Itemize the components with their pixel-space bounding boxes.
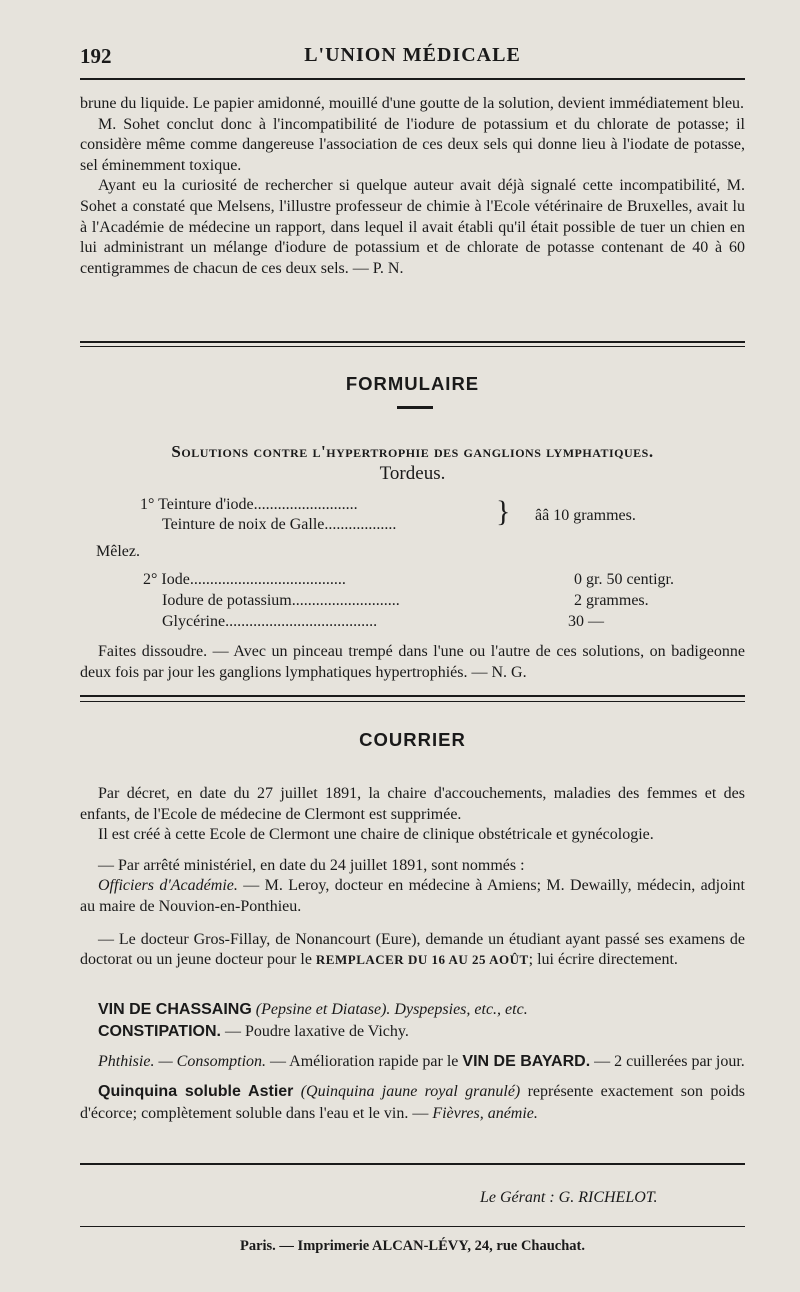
quinquina-paren: (Quinquina jaune royal granulé)	[300, 1083, 521, 1100]
replacement-dates: REMPLACER DU 16 AU 25 AOÛT	[315, 952, 529, 968]
journal-title: L'UNION MÉDICALE	[304, 44, 521, 66]
courrier-paragraph-5	[80, 930, 745, 971]
bottom-rule	[80, 1226, 745, 1227]
formulaire-instructions	[80, 642, 745, 683]
quinquina-end: Fièvres, anémie.	[432, 1105, 538, 1122]
vin-chassaing-desc: (Pepsine et Diatase). Dyspepsies, etc., etc.	[255, 1001, 528, 1018]
formula-2-iode: 2° Iode.......................................	[143, 571, 346, 588]
formulaire-title: FORMULAIRE	[345, 373, 480, 394]
advertisements	[80, 999, 745, 1125]
page-header	[80, 44, 745, 74]
section-rule-top-2	[80, 346, 745, 347]
officiers-text: — M. Leroy, docteur en médecine à Amiens; M. Dewailly, médecin, adjoint au maire de Nouvion-en-Ponthieu.	[80, 877, 746, 915]
intro-text	[80, 94, 745, 279]
ad-phthisie	[80, 1051, 745, 1073]
instructions-text: Faites dissoudre. — Avec un pinceau trempé dans l'une ou l'autre de ces solutions, on badigeonne deux fois par jour les ganglions lymphatiques hypertrophiés. — N. G.	[80, 643, 745, 681]
intro-paragraph-2: M. Sohet conclut donc à l'incompatibilité de l'iodure de potassium et du chlorate de potasse; il considère même comme dangereuse l'association de ces deux sels qui donne lieu à l'iodate de potasse, sel éminemment toxique.	[80, 115, 745, 174]
formula-1-line-1: 1° Teinture d'iode..........................	[140, 496, 358, 513]
formulaire-author: Tordeus.	[379, 463, 446, 484]
section-rule-top-1	[80, 341, 745, 343]
vin-chassaing-name: VIN DE CHASSAING	[98, 1001, 252, 1018]
ad-constipation	[80, 1021, 745, 1043]
replacement-text-a: — Le docteur Gros-Fillay, de Nonancourt (Eure), demande un étudiant ayant passé ses examens de doctorat ou un jeune docteur pour le	[80, 930, 745, 969]
phthisie-dose: — 2 cuillerées par jour.	[590, 1053, 745, 1070]
formula-2-iode-dose: 0 gr. 50 centigr.	[574, 571, 674, 588]
section-rule-mid-2	[80, 701, 745, 702]
formula-1-dose: ââ 10 grammes.	[535, 507, 636, 524]
vin-bayard-name: VIN DE BAYARD.	[462, 1053, 591, 1070]
courrier-paragraph-4	[80, 876, 745, 917]
replacement-text-b: ; lui écrire directement.	[528, 951, 678, 969]
formulaire-title-underline	[397, 406, 433, 409]
header-rule	[80, 78, 745, 80]
formulaire-subtitle: Solutions contre l'hypertrophie des ganglions lymphatiques.	[171, 442, 654, 461]
phthisie-text: — Amélioration rapide par le	[266, 1053, 463, 1070]
formula-brace: }	[496, 495, 511, 528]
officiers-label: Officiers d'Académie.	[98, 877, 238, 895]
quinquina-name: Quinquina soluble Astier	[98, 1083, 294, 1100]
intro-paragraph-1: brune du liquide. Le papier amidonné, mouillé d'une goutte de la solution, devient immédiatement bleu.	[80, 95, 745, 112]
intro-paragraph-3: Ayant eu la curiosité de rechercher si quelque auteur avait déjà signalé cette incompatibilité, M. Sohet a constaté que Melsens, l'illustre professeur de chimie à l'Ecole vétérinaire de Bruxelles, avait lu à l'Académie de médecine un rapport, dans lequel il avait établi qu'il était possible de tuer un chien en lui administrant un mélange d'iodure de potassium et de chlorate de potasse contenant de 40 à 60 centigrammes de chacun de ces deux sels. — P. N.	[80, 177, 745, 277]
courrier-text	[80, 784, 745, 971]
formula-2-iodure: Iodure de potassium...........................	[162, 592, 400, 609]
formula-2-glycerine: Glycérine......................................	[162, 613, 378, 630]
signature: Le Gérant : G. RICHELOT.	[480, 1189, 658, 1206]
constipation-name: CONSTIPATION.	[98, 1023, 221, 1040]
footer-rule	[80, 1163, 745, 1165]
phthisie-label: Phthisie. — Consomption.	[98, 1053, 267, 1070]
ad-quinquina	[80, 1081, 745, 1125]
quinquina-desc: représente exactement son poids d'écorce; complètement soluble dans l'eau et le vin. —	[80, 1083, 745, 1122]
constipation-desc: — Poudre laxative de Vichy.	[224, 1023, 409, 1040]
ad-vin-chassaing	[80, 999, 745, 1021]
formula-2-iodure-dose: 2 grammes.	[574, 592, 649, 609]
printer-imprint: Paris. — Imprimerie ALCAN-LÉVY, 24, rue Chauchat.	[239, 1238, 586, 1254]
formula-1-line-2: Teinture de noix de Galle..................	[162, 516, 397, 533]
courrier-paragraph-3: — Par arrêté ministériel, en date du 24 juillet 1891, sont nommés :	[98, 856, 525, 874]
page-number: 192	[80, 44, 112, 68]
courrier-title: COURRIER	[359, 729, 466, 750]
formula-2-glycerine-dose: 30 —	[568, 613, 604, 630]
melez-label: Mêlez.	[96, 543, 140, 560]
courrier-paragraph-2: Il est créé à cette Ecole de Clermont une chaire de clinique obstétricale et gynécologie.	[98, 826, 654, 844]
courrier-paragraph-1: Par décret, en date du 27 juillet 1891, la chaire d'accouchements, maladies des femmes et des enfants, de l'Ecole de médecine de Clermont est supprimée.	[80, 785, 745, 823]
section-rule-mid-1	[80, 695, 745, 697]
